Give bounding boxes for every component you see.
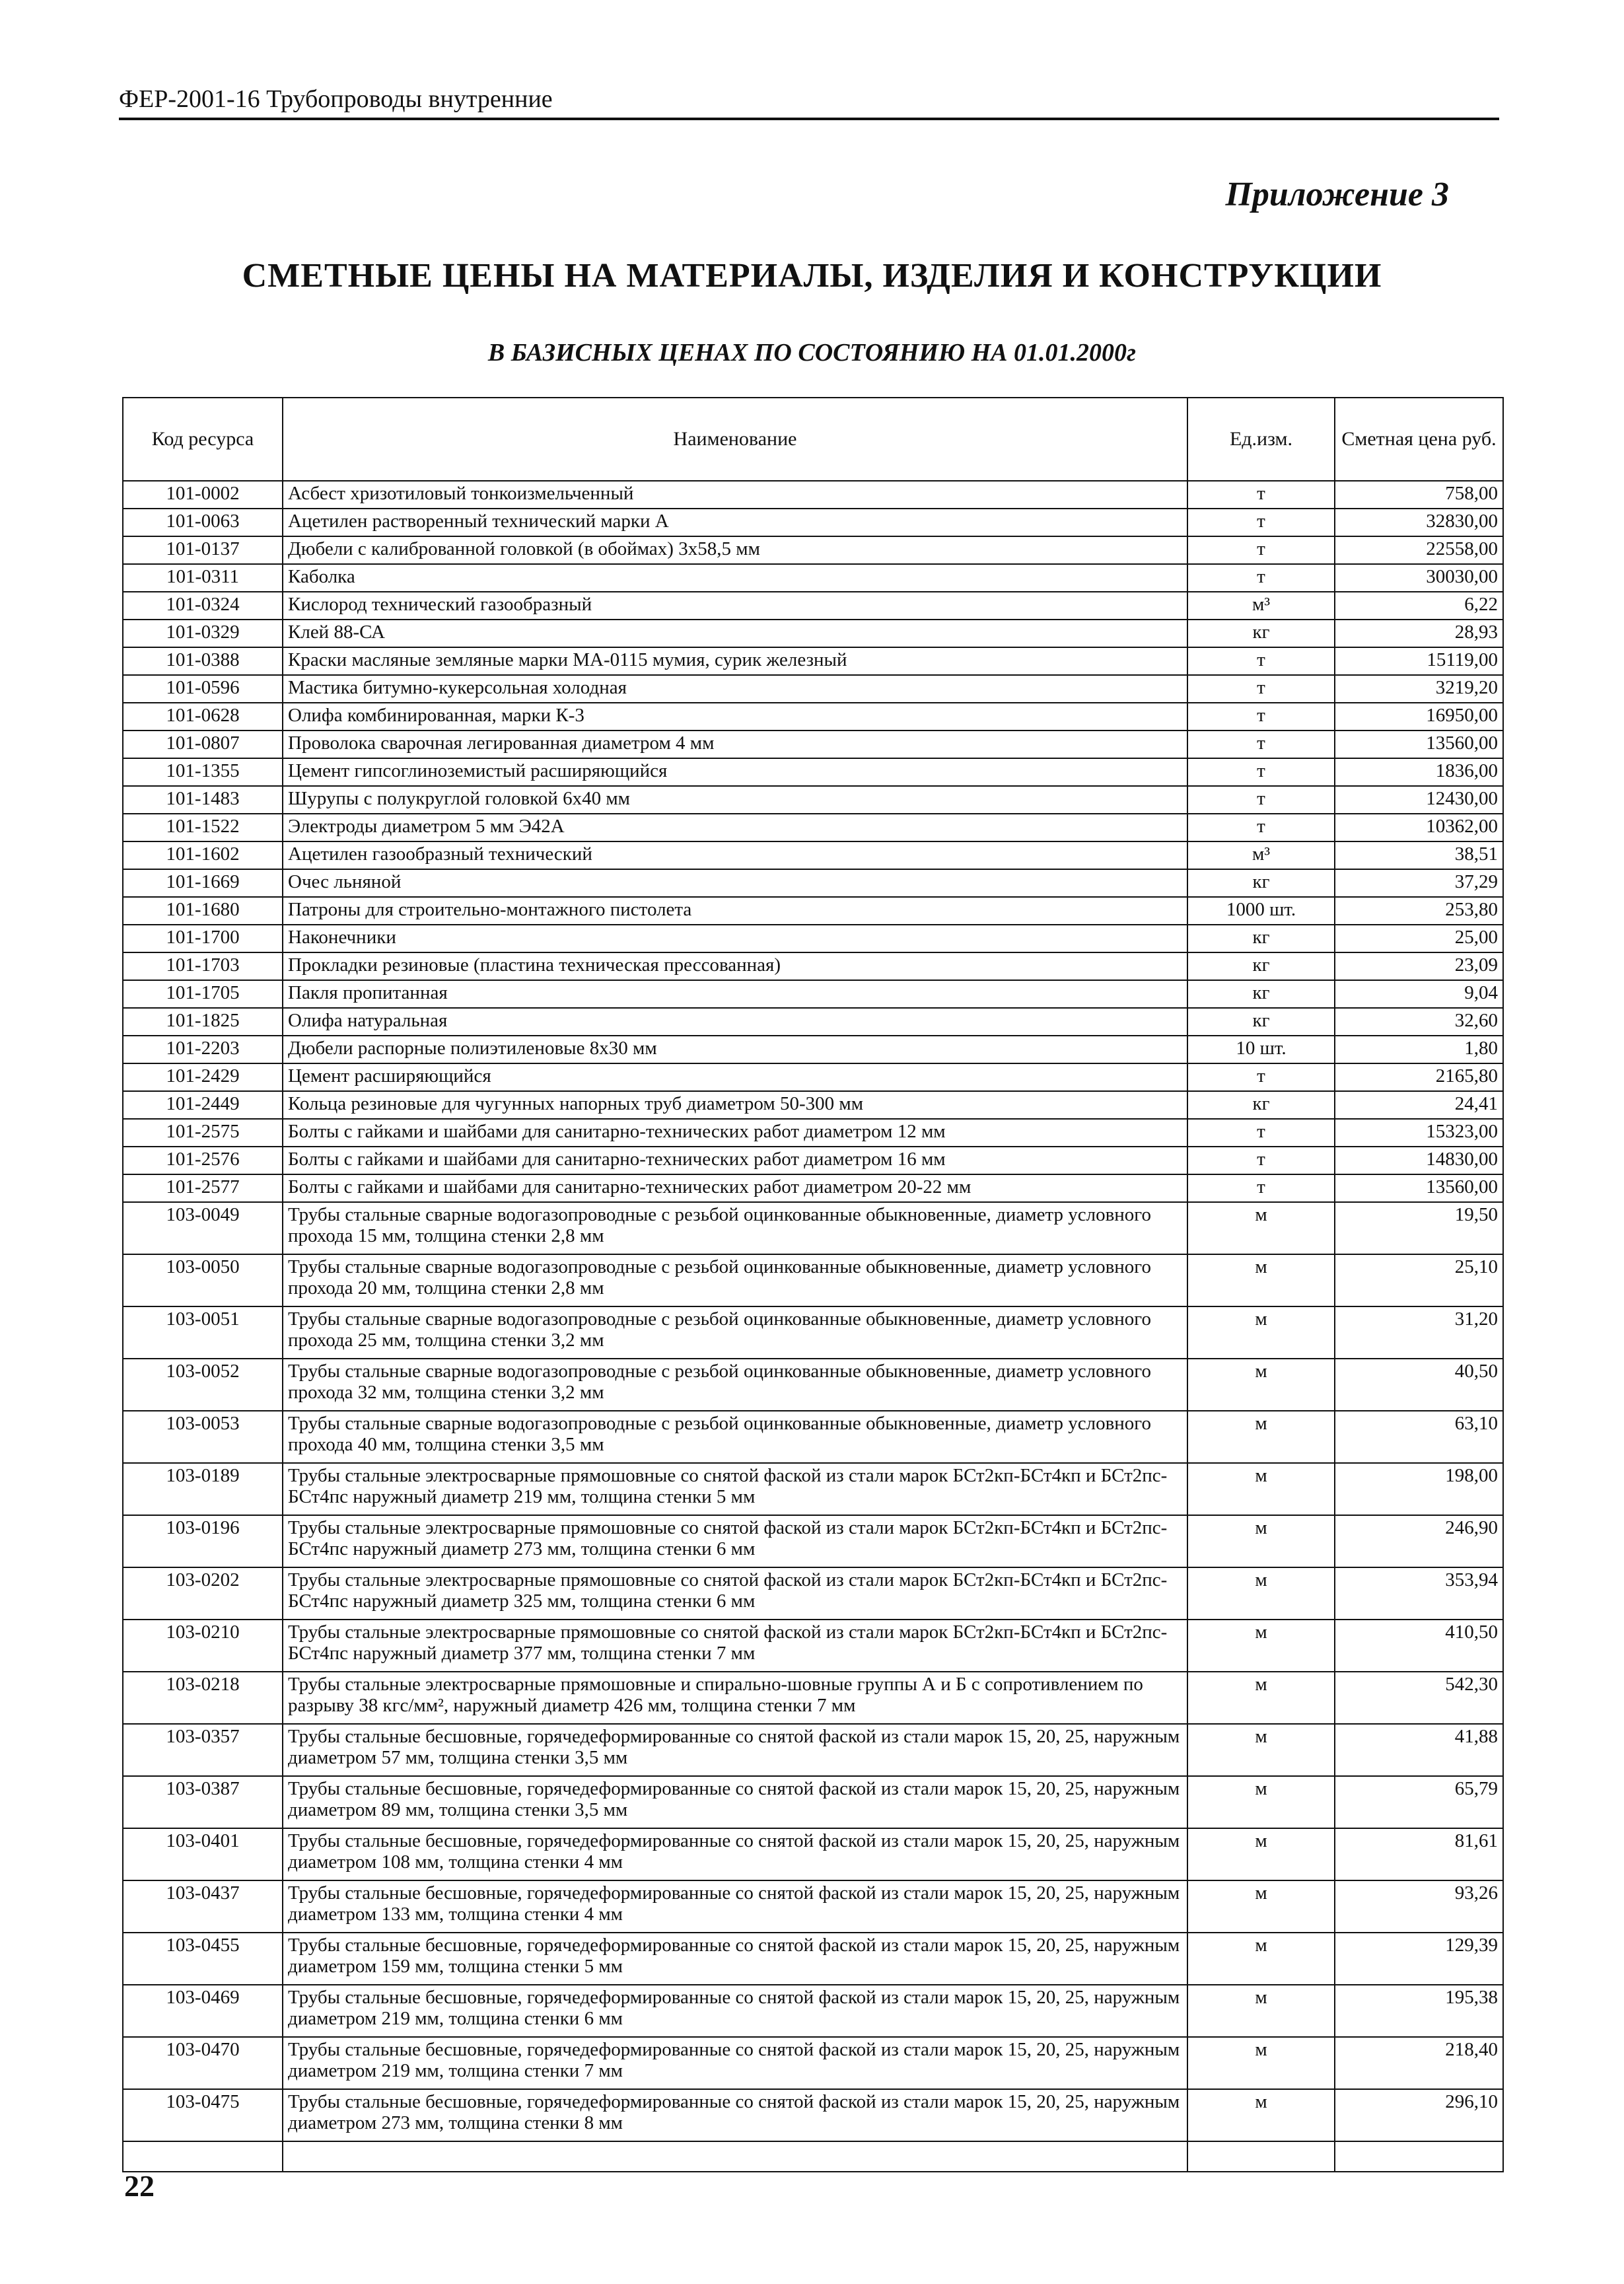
- cell-price: 65,79: [1335, 1776, 1503, 1828]
- empty-cell: [1335, 2141, 1503, 2172]
- cell-name: Трубы стальные бесшовные, горячедеформированные со снятой фаской из стали марок 15, 20, 25, наружным диаметром 133 мм, толщина стенки 4 мм: [283, 1880, 1187, 1933]
- cell-name: Шурупы с полукруглой головкой 6х40 мм: [283, 786, 1187, 814]
- cell-unit: т: [1187, 786, 1335, 814]
- cell-unit: м: [1187, 1202, 1335, 1254]
- cell-name: Клей 88-СА: [283, 620, 1187, 647]
- cell-code: 103-0401: [123, 1828, 283, 1880]
- cell-code: 101-2203: [123, 1036, 283, 1063]
- cell-code: 103-0202: [123, 1567, 283, 1620]
- cell-unit: м: [1187, 1463, 1335, 1515]
- cell-unit: т: [1187, 731, 1335, 758]
- cell-price: 32,60: [1335, 1008, 1503, 1036]
- cell-name: Мастика битумно-кукерсольная холодная: [283, 675, 1187, 703]
- cell-unit: м: [1187, 1254, 1335, 1306]
- cell-name: Трубы стальные электросварные прямошовные со снятой фаской из стали марок БСт2кп-БСт4кп и БСт2пс-БСт4пс наружный диаметр 219 мм, толщина стенки 5 мм: [283, 1463, 1187, 1515]
- cell-name: Трубы стальные сварные водогазопроводные с резьбой оцинкованные обыкновенные, диаметр условного прохода 32 мм, толщина стенки 3,2 мм: [283, 1359, 1187, 1411]
- cell-unit: т: [1187, 1147, 1335, 1174]
- header-unit: Ед.изм.: [1187, 398, 1335, 481]
- cell-name: Трубы стальные бесшовные, горячедеформированные со снятой фаской из стали марок 15, 20, 25, наружным диаметром 219 мм, толщина стенки 6 мм: [283, 1985, 1187, 2037]
- table-row: [123, 1776, 1503, 1828]
- table-row: [123, 1036, 1503, 1063]
- cell-unit: кг: [1187, 1008, 1335, 1036]
- cell-price: 246,90: [1335, 1515, 1503, 1567]
- cell-price: 15119,00: [1335, 647, 1503, 675]
- table-row: [123, 1119, 1503, 1147]
- cell-name: Трубы стальные электросварные прямошовные и спирально-шовные группы А и Б с сопротивлением по разрыву 38 кгс/мм², наружный диаметр 426 мм, толщина стенки 7 мм: [283, 1672, 1187, 1724]
- cell-code: 101-0137: [123, 536, 283, 564]
- cell-unit: т: [1187, 564, 1335, 592]
- cell-unit: м: [1187, 1724, 1335, 1776]
- cell-price: 12430,00: [1335, 786, 1503, 814]
- table-row: [123, 1063, 1503, 1091]
- cell-unit: т: [1187, 481, 1335, 509]
- cell-price: 353,94: [1335, 1567, 1503, 1620]
- cell-price: 195,38: [1335, 1985, 1503, 2037]
- cell-price: 30030,00: [1335, 564, 1503, 592]
- cell-code: 103-0196: [123, 1515, 283, 1567]
- cell-price: 38,51: [1335, 841, 1503, 869]
- cell-price: 758,00: [1335, 481, 1503, 509]
- table-row: [123, 647, 1503, 675]
- table-row: [123, 1933, 1503, 1985]
- cell-name: Проволока сварочная легированная диаметром 4 мм: [283, 731, 1187, 758]
- cell-price: 25,00: [1335, 925, 1503, 952]
- cell-code: 101-2576: [123, 1147, 283, 1174]
- cell-unit: т: [1187, 1063, 1335, 1091]
- cell-price: 9,04: [1335, 980, 1503, 1008]
- cell-unit: кг: [1187, 1091, 1335, 1119]
- cell-unit: кг: [1187, 620, 1335, 647]
- cell-price: 253,80: [1335, 897, 1503, 925]
- cell-name: Дюбели распорные полиэтиленовые 8х30 мм: [283, 1036, 1187, 1063]
- page-subtitle: В БАЗИСНЫХ ЦЕНАХ ПО СОСТОЯНИЮ НА 01.01.2000г: [487, 339, 1137, 367]
- table-empty-row: [123, 2141, 1503, 2172]
- cell-code: 101-0596: [123, 675, 283, 703]
- cell-price: 28,93: [1335, 620, 1503, 647]
- cell-code: 101-0311: [123, 564, 283, 592]
- cell-unit: м: [1187, 1933, 1335, 1985]
- cell-name: Ацетилен растворенный технический марки А: [283, 509, 1187, 536]
- table-row: [123, 1008, 1503, 1036]
- table-row: [123, 1985, 1503, 2037]
- cell-price: 32830,00: [1335, 509, 1503, 536]
- cell-code: 101-0388: [123, 647, 283, 675]
- cell-unit: кг: [1187, 925, 1335, 952]
- cell-code: 101-0807: [123, 731, 283, 758]
- cell-price: 24,41: [1335, 1091, 1503, 1119]
- cell-name: Кольца резиновые для чугунных напорных труб диаметром 50-300 мм: [283, 1091, 1187, 1119]
- table-row: [123, 1515, 1503, 1567]
- table-row: [123, 2089, 1503, 2141]
- cell-code: 103-0218: [123, 1672, 283, 1724]
- cell-code: 101-1669: [123, 869, 283, 897]
- table-row: [123, 1672, 1503, 1724]
- cell-price: 63,10: [1335, 1411, 1503, 1463]
- cell-unit: м: [1187, 2037, 1335, 2089]
- cell-code: 103-0052: [123, 1359, 283, 1411]
- cell-name: Асбест хризотиловый тонкоизмельченный: [283, 481, 1187, 509]
- cell-code: 103-0437: [123, 1880, 283, 1933]
- table-row: [123, 564, 1503, 592]
- cell-unit: кг: [1187, 980, 1335, 1008]
- cell-price: 37,29: [1335, 869, 1503, 897]
- cell-unit: т: [1187, 675, 1335, 703]
- cell-unit: м: [1187, 1567, 1335, 1620]
- cell-name: Трубы стальные сварные водогазопроводные с резьбой оцинкованные обыкновенные, диаметр условного прохода 15 мм, толщина стенки 2,8 мм: [283, 1202, 1187, 1254]
- cell-name: Болты с гайками и шайбами для санитарно-технических работ диаметром 16 мм: [283, 1147, 1187, 1174]
- cell-price: 23,09: [1335, 952, 1503, 980]
- cell-code: 103-0049: [123, 1202, 283, 1254]
- cell-code: 101-1680: [123, 897, 283, 925]
- cell-price: 198,00: [1335, 1463, 1503, 1515]
- header-code: Код ресурса: [123, 398, 283, 481]
- table-row: [123, 1147, 1503, 1174]
- cell-unit: м: [1187, 1985, 1335, 2037]
- cell-price: 15323,00: [1335, 1119, 1503, 1147]
- table-row: [123, 481, 1503, 509]
- cell-name: Болты с гайками и шайбами для санитарно-технических работ диаметром 12 мм: [283, 1119, 1187, 1147]
- cell-name: Болты с гайками и шайбами для санитарно-технических работ диаметром 20-22 мм: [283, 1174, 1187, 1202]
- empty-cell: [283, 2141, 1187, 2172]
- cell-name: Цемент гипсоглиноземистый расширяющийся: [283, 758, 1187, 786]
- page-number: 22: [124, 2169, 155, 2203]
- cell-code: 103-0469: [123, 1985, 283, 2037]
- table-row: [123, 1091, 1503, 1119]
- table-row: [123, 1828, 1503, 1880]
- table-row: [123, 1567, 1503, 1620]
- cell-unit: 1000 шт.: [1187, 897, 1335, 925]
- table-row: [123, 1254, 1503, 1306]
- cell-price: 14830,00: [1335, 1147, 1503, 1174]
- cell-name: Трубы стальные бесшовные, горячедеформированные со снятой фаской из стали марок 15, 20, 25, наружным диаметром 219 мм, толщина стенки 7 мм: [283, 2037, 1187, 2089]
- empty-cell: [123, 2141, 283, 2172]
- cell-code: 103-0053: [123, 1411, 283, 1463]
- cell-name: Трубы стальные бесшовные, горячедеформированные со снятой фаской из стали марок 15, 20, 25, наружным диаметром 89 мм, толщина стенки 3,5 мм: [283, 1776, 1187, 1828]
- cell-code: 101-0628: [123, 703, 283, 731]
- cell-unit: м: [1187, 1672, 1335, 1724]
- cell-code: 103-0475: [123, 2089, 283, 2141]
- table-row: [123, 592, 1503, 620]
- running-header: ФЕР-2001-16 Трубопроводы внутренние: [119, 85, 553, 113]
- cell-code: 103-0357: [123, 1724, 283, 1776]
- table-row: [123, 1411, 1503, 1463]
- cell-name: Кислород технический газообразный: [283, 592, 1187, 620]
- cell-code: 101-0063: [123, 509, 283, 536]
- table-row: [123, 952, 1503, 980]
- cell-price: 31,20: [1335, 1306, 1503, 1359]
- table-row: [123, 980, 1503, 1008]
- cell-name: Трубы стальные сварные водогазопроводные с резьбой оцинкованные обыкновенные, диаметр условного прохода 25 мм, толщина стенки 3,2 мм: [283, 1306, 1187, 1359]
- cell-price: 93,26: [1335, 1880, 1503, 1933]
- table-row: [123, 1620, 1503, 1672]
- cell-unit: м³: [1187, 592, 1335, 620]
- cell-code: 101-2449: [123, 1091, 283, 1119]
- cell-code: 103-0455: [123, 1933, 283, 1985]
- cell-unit: т: [1187, 509, 1335, 536]
- cell-price: 10362,00: [1335, 814, 1503, 841]
- table-row: [123, 1724, 1503, 1776]
- cell-name: Пакля пропитанная: [283, 980, 1187, 1008]
- table-row: [123, 925, 1503, 952]
- cell-unit: м: [1187, 1306, 1335, 1359]
- cell-unit: м: [1187, 1880, 1335, 1933]
- cell-code: 101-0329: [123, 620, 283, 647]
- table-row: [123, 841, 1503, 869]
- table-row: [123, 814, 1503, 841]
- table-row: [123, 897, 1503, 925]
- cell-price: 542,30: [1335, 1672, 1503, 1724]
- cell-name: Наконечники: [283, 925, 1187, 952]
- table-row: [123, 703, 1503, 731]
- cell-name: Трубы стальные сварные водогазопроводные с резьбой оцинкованные обыкновенные, диаметр условного прохода 20 мм, толщина стенки 2,8 мм: [283, 1254, 1187, 1306]
- cell-unit: т: [1187, 536, 1335, 564]
- table-row: [123, 758, 1503, 786]
- empty-cell: [1187, 2141, 1335, 2172]
- cell-code: 103-0470: [123, 2037, 283, 2089]
- cell-unit: м: [1187, 1828, 1335, 1880]
- cell-unit: м: [1187, 2089, 1335, 2141]
- cell-price: 13560,00: [1335, 731, 1503, 758]
- table-row: [123, 786, 1503, 814]
- cell-price: 129,39: [1335, 1933, 1503, 1985]
- cell-unit: кг: [1187, 952, 1335, 980]
- cell-code: 101-2575: [123, 1119, 283, 1147]
- cell-code: 101-1825: [123, 1008, 283, 1036]
- cell-price: 81,61: [1335, 1828, 1503, 1880]
- cell-name: Цемент расширяющийся: [283, 1063, 1187, 1091]
- table-row: [123, 1174, 1503, 1202]
- table-row: [123, 731, 1503, 758]
- cell-name: Трубы стальные электросварные прямошовные со снятой фаской из стали марок БСт2кп-БСт4кп и БСт2пс-БСт4пс наружный диаметр 325 мм, толщина стенки 6 мм: [283, 1567, 1187, 1620]
- cell-name: Дюбели с калиброванной головкой (в обоймах) 3х58,5 мм: [283, 536, 1187, 564]
- cell-code: 103-0189: [123, 1463, 283, 1515]
- cell-price: 218,40: [1335, 2037, 1503, 2089]
- cell-price: 25,10: [1335, 1254, 1503, 1306]
- table-row: [123, 1463, 1503, 1515]
- cell-price: 410,50: [1335, 1620, 1503, 1672]
- table-row: [123, 1202, 1503, 1254]
- table-row: [123, 1880, 1503, 1933]
- cell-price: 13560,00: [1335, 1174, 1503, 1202]
- header-name: Наименование: [283, 398, 1187, 481]
- table-row: [123, 2037, 1503, 2089]
- cell-code: 101-1703: [123, 952, 283, 980]
- cell-name: Трубы стальные сварные водогазопроводные с резьбой оцинкованные обыкновенные, диаметр условного прохода 40 мм, толщина стенки 3,5 мм: [283, 1411, 1187, 1463]
- cell-price: 40,50: [1335, 1359, 1503, 1411]
- cell-name: Трубы стальные бесшовные, горячедеформированные со снятой фаской из стали марок 15, 20, 25, наружным диаметром 273 мм, толщина стенки 8 мм: [283, 2089, 1187, 2141]
- cell-name: Трубы стальные бесшовные, горячедеформированные со снятой фаской из стали марок 15, 20, 25, наружным диаметром 57 мм, толщина стенки 3,5 мм: [283, 1724, 1187, 1776]
- cell-code: 101-1483: [123, 786, 283, 814]
- cell-unit: 10 шт.: [1187, 1036, 1335, 1063]
- cell-name: Ацетилен газообразный технический: [283, 841, 1187, 869]
- cell-unit: м: [1187, 1776, 1335, 1828]
- cell-code: 101-1355: [123, 758, 283, 786]
- cell-unit: м: [1187, 1359, 1335, 1411]
- cell-price: 16950,00: [1335, 703, 1503, 731]
- cell-name: Олифа комбинированная, марки К-3: [283, 703, 1187, 731]
- cell-price: 296,10: [1335, 2089, 1503, 2141]
- cell-unit: т: [1187, 703, 1335, 731]
- table-row: [123, 509, 1503, 536]
- cell-unit: т: [1187, 814, 1335, 841]
- cell-unit: м: [1187, 1411, 1335, 1463]
- cell-unit: кг: [1187, 869, 1335, 897]
- page-title: СМЕТНЫЕ ЦЕНЫ НА МАТЕРИАЛЫ, ИЗДЕЛИЯ И КОНСТРУКЦИИ: [242, 257, 1382, 295]
- cell-code: 101-1705: [123, 980, 283, 1008]
- cell-name: Патроны для строительно-монтажного пистолета: [283, 897, 1187, 925]
- header-rule: [119, 118, 1499, 120]
- cell-price: 19,50: [1335, 1202, 1503, 1254]
- cell-price: 22558,00: [1335, 536, 1503, 564]
- cell-name: Трубы стальные бесшовные, горячедеформированные со снятой фаской из стали марок 15, 20, 25, наружным диаметром 108 мм, толщина стенки 4 мм: [283, 1828, 1187, 1880]
- cell-code: 101-1602: [123, 841, 283, 869]
- cell-code: 101-1700: [123, 925, 283, 952]
- cell-name: Трубы стальные бесшовные, горячедеформированные со снятой фаской из стали марок 15, 20, 25, наружным диаметром 159 мм, толщина стенки 5 мм: [283, 1933, 1187, 1985]
- cell-price: 1836,00: [1335, 758, 1503, 786]
- cell-name: Прокладки резиновые (пластина техническая прессованная): [283, 952, 1187, 980]
- cell-unit: м: [1187, 1515, 1335, 1567]
- table-row: [123, 1306, 1503, 1359]
- table-row: [123, 675, 1503, 703]
- cell-unit: т: [1187, 647, 1335, 675]
- cell-code: 103-0051: [123, 1306, 283, 1359]
- table-row: [123, 620, 1503, 647]
- cell-code: 103-0387: [123, 1776, 283, 1828]
- cell-name: Олифа натуральная: [283, 1008, 1187, 1036]
- cell-code: 101-1522: [123, 814, 283, 841]
- cell-price: 1,80: [1335, 1036, 1503, 1063]
- table-row: [123, 869, 1503, 897]
- cell-code: 103-0210: [123, 1620, 283, 1672]
- price-table-body: [123, 481, 1503, 2172]
- table-row: [123, 536, 1503, 564]
- cell-price: 6,22: [1335, 592, 1503, 620]
- header-price: Сметная цена руб.: [1335, 398, 1503, 481]
- cell-price: 3219,20: [1335, 675, 1503, 703]
- cell-code: 103-0050: [123, 1254, 283, 1306]
- cell-name: Электроды диаметром 5 мм Э42А: [283, 814, 1187, 841]
- cell-unit: т: [1187, 1119, 1335, 1147]
- cell-code: 101-2429: [123, 1063, 283, 1091]
- cell-name: Очес льняной: [283, 869, 1187, 897]
- cell-unit: т: [1187, 1174, 1335, 1202]
- cell-name: Каболка: [283, 564, 1187, 592]
- cell-price: 2165,80: [1335, 1063, 1503, 1091]
- appendix-label: Приложение 3: [1225, 176, 1449, 213]
- cell-code: 101-2577: [123, 1174, 283, 1202]
- cell-name: Трубы стальные электросварные прямошовные со снятой фаской из стали марок БСт2кп-БСт4кп и БСт2пс-БСт4пс наружный диаметр 273 мм, толщина стенки 6 мм: [283, 1515, 1187, 1567]
- cell-name: Трубы стальные электросварные прямошовные со снятой фаской из стали марок БСт2кп-БСт4кп и БСт2пс-БСт4пс наружный диаметр 377 мм, толщина стенки 7 мм: [283, 1620, 1187, 1672]
- table-row: [123, 1359, 1503, 1411]
- cell-unit: м: [1187, 1620, 1335, 1672]
- price-table: [122, 397, 1504, 2172]
- cell-name: Краски масляные земляные марки МА-0115 мумия, сурик железный: [283, 647, 1187, 675]
- cell-unit: м³: [1187, 841, 1335, 869]
- cell-code: 101-0324: [123, 592, 283, 620]
- cell-unit: т: [1187, 758, 1335, 786]
- cell-price: 41,88: [1335, 1724, 1503, 1776]
- price-table-header: [123, 398, 1503, 481]
- cell-code: 101-0002: [123, 481, 283, 509]
